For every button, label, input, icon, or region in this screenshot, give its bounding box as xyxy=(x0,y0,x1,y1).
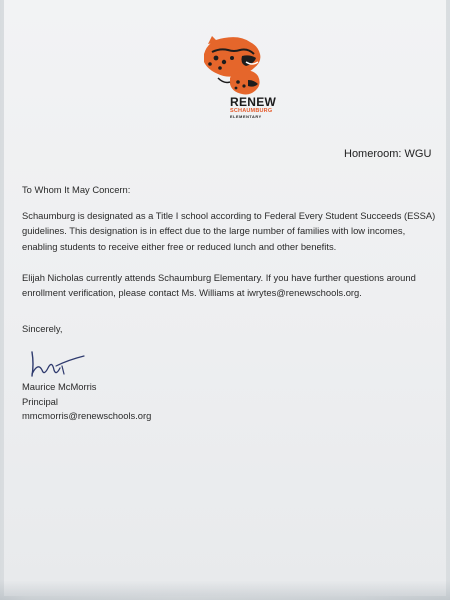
paragraph-line: Schaumburg is designated as a Title I school according to Federal Every Student Succeeds (ESSA) xyxy=(22,210,436,221)
homeroom-label: Homeroom: WGU xyxy=(344,148,432,160)
signer-name: Maurice McMorris xyxy=(22,381,97,392)
jaguar-logo-icon xyxy=(190,32,270,100)
school-brand xyxy=(230,96,290,119)
closing: Sincerely, xyxy=(22,323,63,334)
signer-block xyxy=(22,380,442,424)
paragraph-line: enabling students to receive either free or reduced lunch and other benefits. xyxy=(22,240,337,252)
paragraph-line: guidelines. This designation is in effect due to the large number of families with low incomes, xyxy=(22,225,406,237)
signer-email: mmcmorris@renewschools.org xyxy=(22,410,152,421)
paragraph-line: enrollment verification, please contact Ms. Williams at iwrytes@renewschools.org. xyxy=(22,287,362,299)
paragraph-title-one xyxy=(22,208,442,254)
brand-renew: RENEW xyxy=(230,95,277,109)
salutation: To Whom It May Concern: xyxy=(22,184,131,195)
page-shadow xyxy=(0,580,450,600)
paragraph-enrollment xyxy=(22,270,442,301)
handwritten-signature-icon xyxy=(22,346,92,382)
signer-title: Principal xyxy=(22,395,58,407)
paragraph-line: Elijah Nicholas currently attends Schaumburg Elementary. If you have further questions around xyxy=(22,272,416,283)
brand-school-level: ELEMENTARY xyxy=(230,114,262,119)
brand-school-name: SCHAUMBURG xyxy=(230,108,273,114)
